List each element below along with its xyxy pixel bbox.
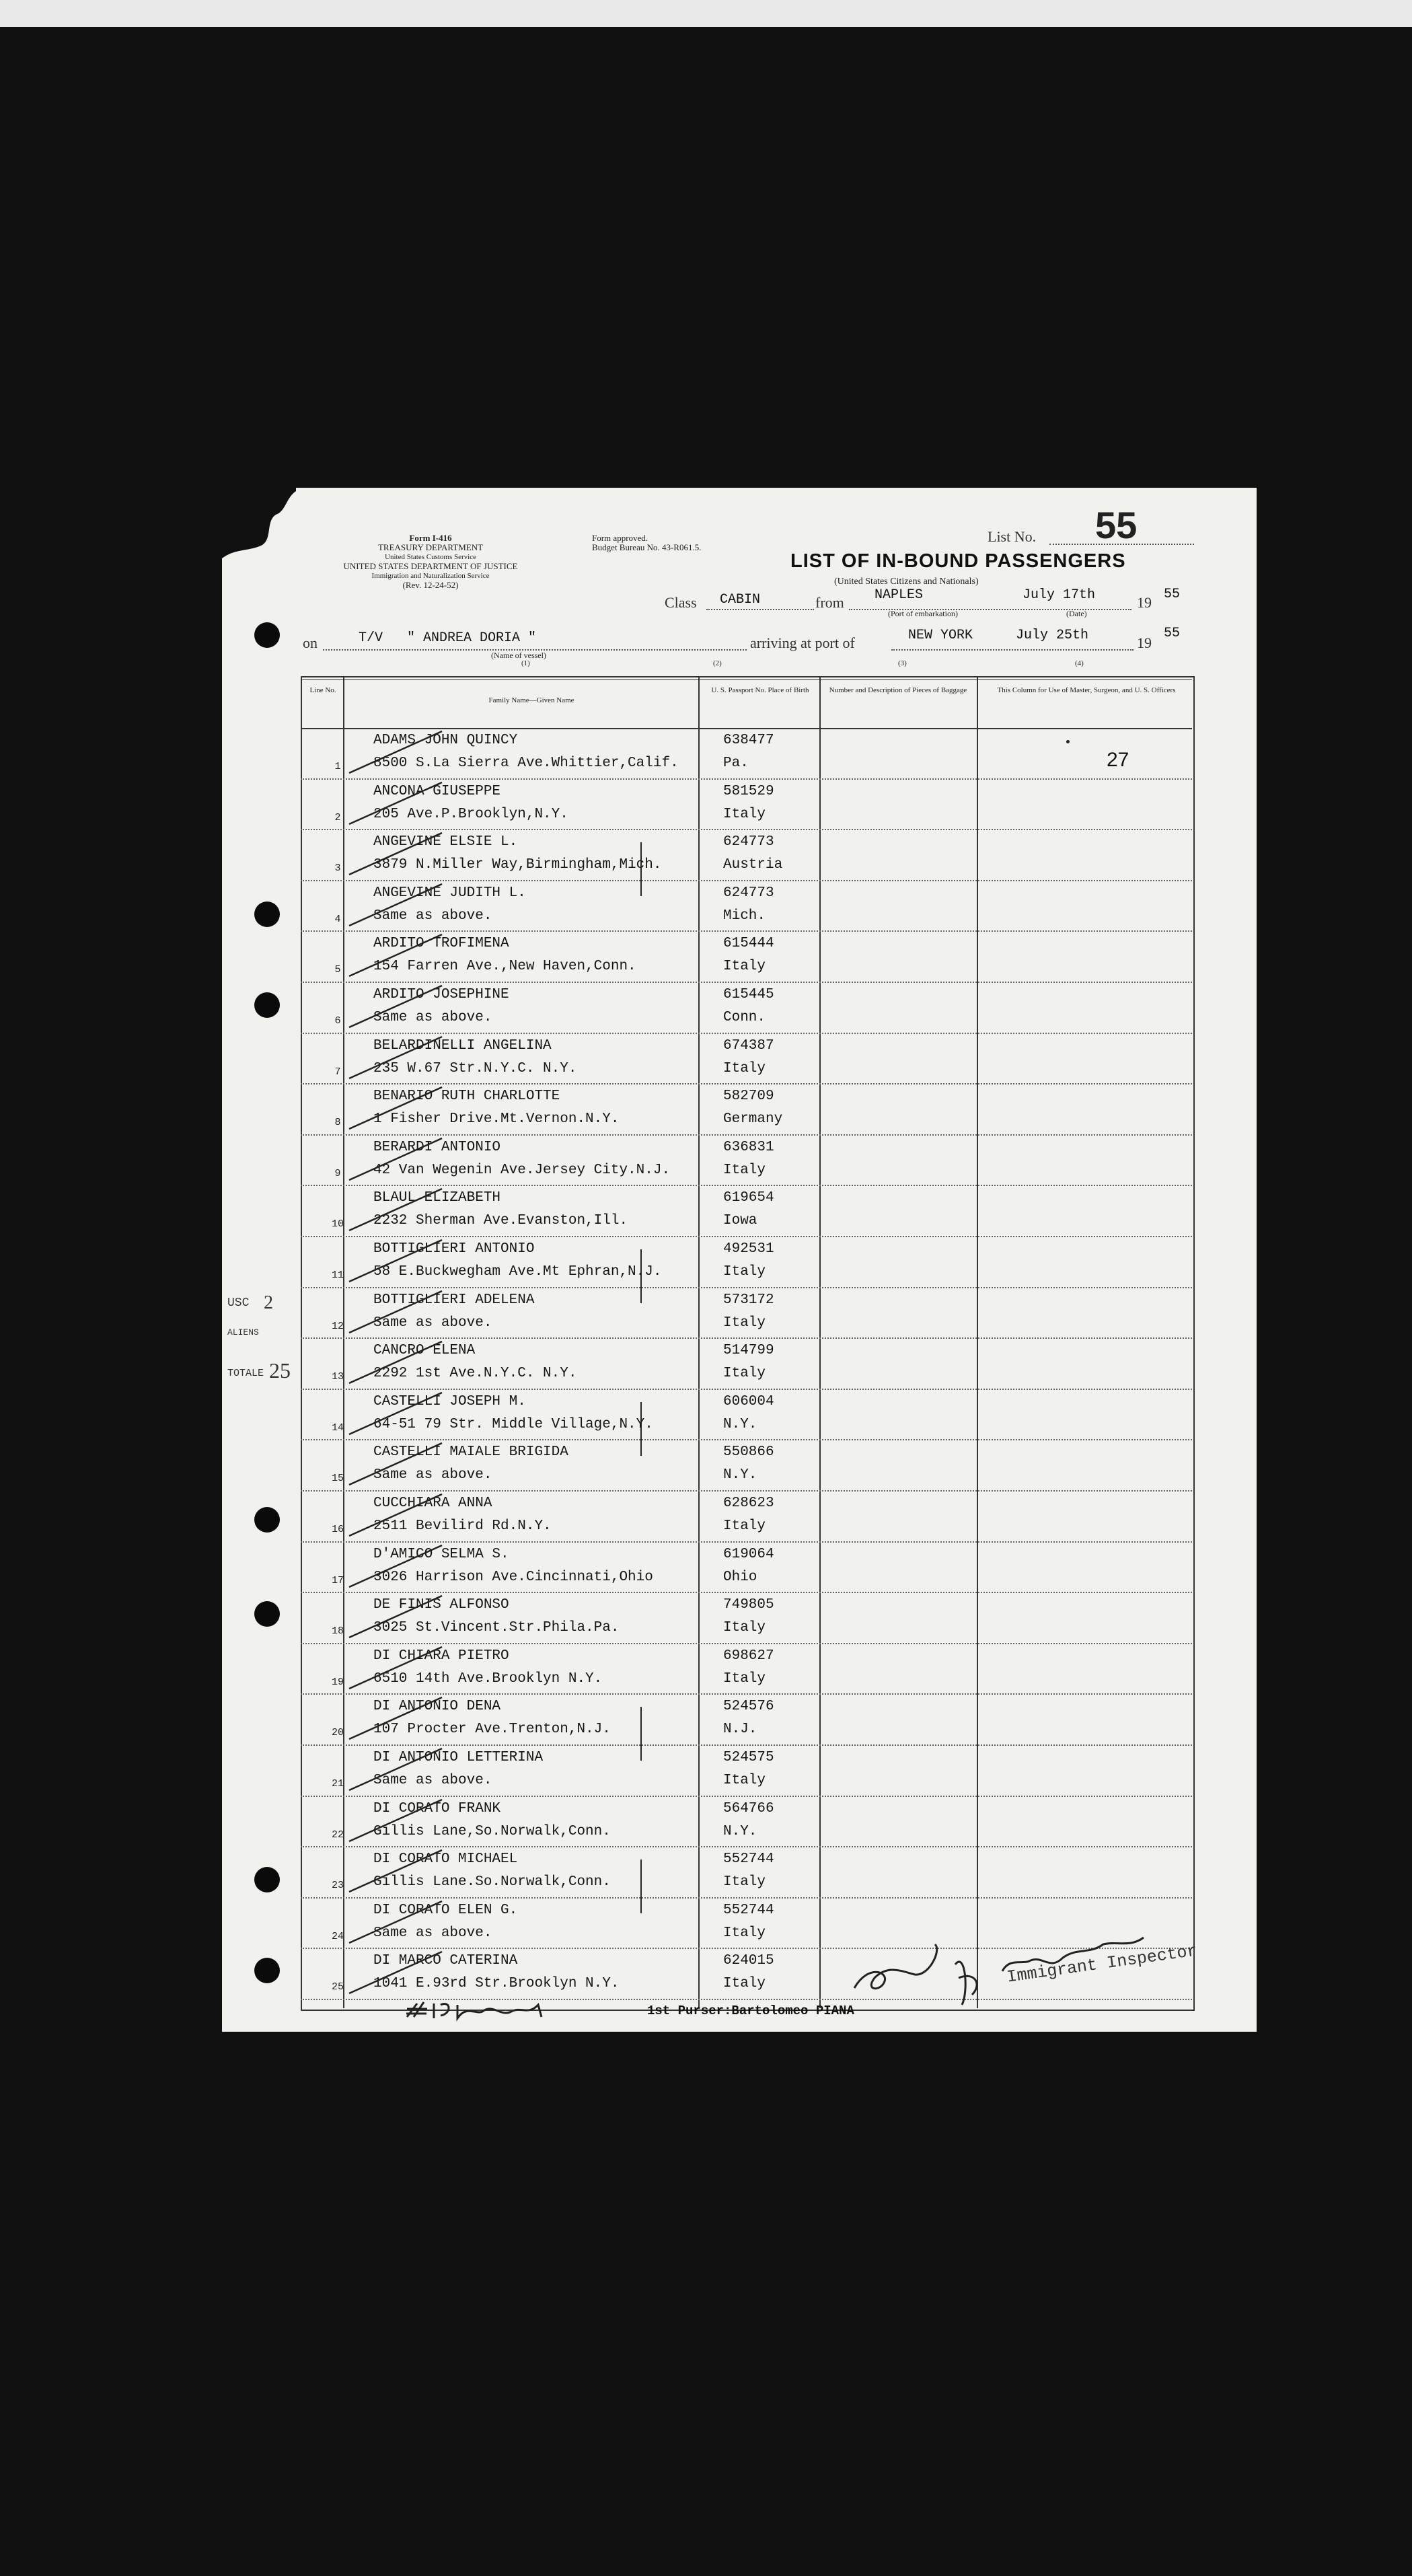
- budget-bureau: Budget Bureau No. 43-R061.5.: [592, 542, 702, 552]
- port-line: [891, 649, 1134, 651]
- passenger-address: Same as above.: [373, 908, 492, 924]
- place-of-birth: Mich.: [723, 908, 766, 924]
- passport-number: 564766: [723, 1800, 774, 1816]
- table-row: [301, 1440, 1192, 1492]
- line-number: 6: [334, 1015, 341, 1027]
- check-mark: [341, 1288, 449, 1335]
- passenger-name: BOTTIGLIERI ANTONIO: [373, 1241, 535, 1257]
- check-mark: [341, 1084, 449, 1132]
- line-number: 11: [331, 1269, 344, 1281]
- passenger-address: Same as above.: [373, 1925, 492, 1941]
- place-of-birth: Italy: [723, 1366, 766, 1382]
- line-number: 20: [331, 1727, 344, 1739]
- passport-number: 615444: [723, 936, 774, 952]
- punch-hole: [254, 1958, 280, 1983]
- place-of-birth: Italy: [723, 1773, 766, 1788]
- passport-number: 524576: [723, 1699, 774, 1715]
- aliens-label: ALIENS: [227, 1327, 259, 1337]
- line-number: 9: [334, 1167, 341, 1179]
- passenger-name: DI CHIARA PIETRO: [373, 1648, 509, 1664]
- passenger-name: DE FINIS ALFONSO: [373, 1597, 509, 1613]
- passport-number: 514799: [723, 1343, 774, 1359]
- table-row: [301, 729, 1192, 780]
- passport-number: 581529: [723, 783, 774, 799]
- class-label: Class: [665, 594, 697, 611]
- passenger-address: 6510 14th Ave.Brooklyn N.Y.: [373, 1670, 603, 1687]
- vessel-caption: (Name of vessel): [491, 651, 546, 660]
- place-of-birth: Ohio: [723, 1569, 757, 1585]
- passport-number: 638477: [723, 733, 774, 748]
- check-mark: [341, 1543, 449, 1590]
- place-of-birth: Germany: [723, 1111, 783, 1128]
- line-number: 1: [334, 761, 341, 772]
- side-tally-tab: [222, 1288, 303, 1406]
- place-of-birth: Italy: [723, 1315, 766, 1331]
- table-row: [301, 1593, 1192, 1644]
- passenger-address: Gillis Lane.So.Norwalk,Conn.: [373, 1874, 611, 1890]
- check-mark: [341, 1695, 449, 1742]
- passport-number: 615445: [723, 987, 774, 1002]
- place-of-birth: Pa.: [723, 756, 749, 771]
- form-id-block: [309, 533, 552, 590]
- place-of-birth: Italy: [723, 1620, 766, 1636]
- place-of-birth: N.Y.: [723, 1416, 757, 1432]
- table-row: [301, 983, 1192, 1034]
- check-mark: [341, 1949, 449, 1996]
- embark-port: NAPLES: [875, 587, 924, 603]
- arrival-year: 55: [1164, 626, 1181, 641]
- justice-dept: UNITED STATES DEPARTMENT OF JUSTICE: [343, 561, 518, 571]
- passenger-address: 42 Van Wegenin Ave.Jersey City.N.J.: [373, 1162, 671, 1178]
- check-mark: [341, 1746, 449, 1793]
- table-row: [301, 1390, 1192, 1441]
- punch-hole: [254, 992, 280, 1018]
- place-of-birth: Italy: [723, 1162, 766, 1178]
- passenger-address: 58 E.Buckwegham Ave.Mt Ephran,N.J.: [373, 1264, 662, 1280]
- line-number: 2: [334, 811, 341, 823]
- place-of-birth: Italy: [723, 1874, 766, 1890]
- table-row: [301, 932, 1192, 983]
- place-of-birth: Iowa: [723, 1213, 757, 1229]
- caption-1: (1): [521, 659, 530, 667]
- line-number: 17: [331, 1574, 344, 1586]
- passenger-address: 2232 Sherman Ave.Evanston,Ill.: [373, 1213, 628, 1229]
- caption-3: (3): [898, 659, 907, 667]
- table-row: [301, 1644, 1192, 1695]
- check-mark: [341, 1339, 449, 1386]
- punch-hole: [254, 1507, 280, 1533]
- passenger-name: ADAMS JOHN QUINCY: [373, 733, 518, 748]
- place-of-birth: N.Y.: [723, 1467, 757, 1483]
- punch-hole: [254, 622, 280, 648]
- line-number: 23: [331, 1880, 344, 1892]
- embark-year-prefix: 19: [1137, 594, 1152, 611]
- passenger-address: Same as above.: [373, 1010, 492, 1025]
- passenger-address: 2292 1st Ave.N.Y.C. N.Y.: [373, 1366, 577, 1382]
- passport-number: 749805: [723, 1597, 774, 1613]
- from-label: from: [815, 594, 844, 611]
- check-mark: [341, 1136, 449, 1183]
- table-row: [301, 780, 1192, 831]
- page-subtitle: (United States Citizens and Nationals): [834, 577, 979, 587]
- customs-service: United States Customs Service: [385, 553, 476, 561]
- passport-number: 619654: [723, 1190, 774, 1206]
- table-row: [301, 1746, 1192, 1797]
- passenger-name: DI ANTONIO LETTERINA: [373, 1750, 544, 1765]
- check-mark: [341, 830, 449, 877]
- table-row: [301, 881, 1192, 932]
- col-head-passport: U. S. Passport No. Place of Birth: [711, 686, 809, 694]
- caption-2: (2): [713, 659, 722, 667]
- arrival-year-prefix: 19: [1137, 634, 1152, 651]
- purser-signature-line: 1st Purser:Bartolomeo PIANA: [647, 2003, 854, 2018]
- class-line: [706, 609, 814, 610]
- line-number: 10: [331, 1218, 344, 1230]
- arrival-port: NEW YORK: [908, 628, 973, 643]
- date-caption: (Date): [1066, 609, 1087, 618]
- torn-corner: [222, 484, 296, 558]
- table-row: [301, 1339, 1192, 1390]
- place-of-birth: Italy: [723, 1060, 766, 1076]
- passenger-name: ARDITO JOSEPHINE: [373, 987, 509, 1002]
- table-row: [301, 1237, 1192, 1288]
- totale-value: 25: [269, 1358, 291, 1383]
- place-of-birth: Italy: [723, 1925, 766, 1941]
- line-number: 4: [334, 913, 341, 925]
- passenger-name: DI CORATO ELEN G.: [373, 1902, 518, 1918]
- check-mark: [341, 1797, 449, 1844]
- on-label: on: [303, 634, 318, 651]
- check-mark: [341, 1847, 449, 1894]
- totale-label: TOTALE: [227, 1368, 264, 1379]
- passenger-address: 8500 S.La Sierra Ave.Whittier,Calif.: [373, 756, 679, 771]
- passenger-address: 3879 N.Miller Way,Birmingham,Mich.: [373, 857, 662, 873]
- passport-number: 606004: [723, 1393, 774, 1409]
- passenger-name: ARDITO TROFIMENA: [373, 936, 509, 952]
- passenger-name: BENARIO RUTH CHARLOTTE: [373, 1089, 560, 1105]
- place-of-birth: Italy: [723, 1264, 766, 1280]
- check-mark: [341, 1390, 449, 1437]
- passport-number: 492531: [723, 1241, 774, 1257]
- passenger-address: 235 W.67 Str.N.Y.C. N.Y.: [373, 1060, 577, 1076]
- arriving-label: arriving at port of: [750, 634, 855, 651]
- embark-caption: (Port of embarkation): [888, 609, 958, 618]
- embark-year: 55: [1164, 587, 1181, 602]
- col-head-name: Family Name—Given Name: [488, 696, 574, 704]
- line-number: 12: [331, 1320, 344, 1332]
- passenger-address: 1 Fisher Drive.Mt.Vernon.N.Y.: [373, 1111, 620, 1128]
- passenger-address: Gillis Lane,So.Norwalk,Conn.: [373, 1823, 611, 1839]
- list-no-value: 55: [1095, 504, 1138, 546]
- passenger-address: 2511 Bevilird Rd.N.Y.: [373, 1518, 552, 1534]
- passenger-name: ANCONA GIUSEPPE: [373, 783, 501, 799]
- passenger-address: Same as above.: [373, 1773, 492, 1788]
- check-mark: [341, 932, 449, 979]
- class-value: CABIN: [720, 592, 761, 608]
- check-mark: [341, 1186, 449, 1233]
- check-mark: [341, 1899, 449, 1946]
- check-mark: [341, 881, 449, 928]
- table-row: [301, 1186, 1192, 1237]
- place-of-birth: Italy: [723, 806, 766, 822]
- line-number: 13: [331, 1371, 344, 1383]
- table-row: [301, 830, 1192, 881]
- vessel-name: T/V " ANDREA DORIA ": [359, 630, 537, 646]
- line-number: 7: [334, 1066, 341, 1078]
- col-head-officers: This Column for Use of Master, Surgeon, and U. S. Officers: [997, 686, 1176, 694]
- table-row: [301, 1543, 1192, 1594]
- place-of-birth: Austria: [723, 857, 783, 873]
- passport-number: 524575: [723, 1750, 774, 1765]
- passenger-name: CUCCHIARA ANNA: [373, 1496, 492, 1511]
- passenger-address: Same as above.: [373, 1315, 492, 1331]
- passport-number: 552744: [723, 1851, 774, 1868]
- passenger-name: BLAUL ELIZABETH: [373, 1190, 501, 1206]
- passenger-address: 107 Procter Ave.Trenton,N.J.: [373, 1722, 611, 1738]
- place-of-birth: Conn.: [723, 1010, 766, 1025]
- table-row: [301, 1492, 1192, 1543]
- passenger-name: DI CORATO FRANK: [373, 1800, 501, 1816]
- check-mark: [341, 1237, 449, 1284]
- line-number: 18: [331, 1625, 344, 1637]
- passenger-name: DI CORATO MICHAEL: [373, 1851, 518, 1868]
- check-mark: [341, 1034, 449, 1081]
- check-mark: [341, 1492, 449, 1539]
- passenger-name: CASTELLI MAIALE BRIGIDA: [373, 1444, 568, 1461]
- check-mark: [341, 1440, 449, 1487]
- caption-4: (4): [1075, 659, 1084, 667]
- line-number: 22: [331, 1829, 344, 1841]
- passport-number: 624773: [723, 834, 774, 850]
- revision: (Rev. 12-24-52): [402, 580, 459, 590]
- officer-count: 27: [1107, 749, 1129, 771]
- table-row: [301, 1847, 1192, 1899]
- passport-number: 552744: [723, 1902, 774, 1918]
- place-of-birth: N.Y.: [723, 1823, 757, 1839]
- form-approved: Form approved.: [592, 533, 648, 543]
- passenger-address: 205 Ave.P.Brooklyn,N.Y.: [373, 806, 568, 822]
- punch-hole: [254, 1867, 280, 1892]
- approval-block: [592, 533, 701, 552]
- embark-date: July 17th: [1023, 587, 1096, 603]
- col-head-baggage: Number and Description of Pieces of Baggage: [829, 686, 967, 694]
- form-number: Form I-416: [409, 533, 452, 543]
- passenger-name: DI MARCO CATERINA: [373, 1953, 518, 1969]
- line-number: 19: [331, 1676, 344, 1688]
- page-title: LIST OF IN-BOUND PASSENGERS: [790, 550, 1126, 572]
- punch-hole: [254, 901, 280, 927]
- table-row: [301, 1695, 1192, 1746]
- passenger-address: 64-51 79 Str. Middle Village,N.Y.: [373, 1416, 653, 1432]
- passport-number: 674387: [723, 1037, 774, 1054]
- passport-number: 628623: [723, 1496, 774, 1511]
- line-number: 8: [334, 1117, 341, 1129]
- passenger-address: 3025 St.Vincent.Str.Phila.Pa.: [373, 1620, 620, 1636]
- passenger-address: 1041 E.93rd Str.Brooklyn N.Y.: [373, 1976, 620, 1992]
- passenger-address: 154 Farren Ave.,New Haven,Conn.: [373, 959, 636, 975]
- arrival-date: July 25th: [1016, 628, 1089, 643]
- passenger-name: CASTELLI JOSEPH M.: [373, 1393, 526, 1409]
- passport-number: 619064: [723, 1546, 774, 1562]
- place-of-birth: Italy: [723, 1670, 766, 1687]
- passenger-name: BERARDI ANTONIO: [373, 1139, 501, 1155]
- line-number: 14: [331, 1422, 344, 1434]
- table-row: [301, 1034, 1192, 1085]
- passenger-name: DI ANTONIO DENA: [373, 1699, 501, 1715]
- usc-value: 2: [264, 1292, 273, 1313]
- col-head-line: Line No.: [309, 686, 336, 694]
- place-of-birth: Italy: [723, 959, 766, 975]
- list-no-label: List No.: [988, 528, 1037, 545]
- ins-service: Immigration and Naturalization Service: [371, 572, 490, 580]
- check-mark: [341, 780, 449, 827]
- passport-number: 624773: [723, 885, 774, 901]
- inspector-stamp: Immigrant Inspector: [1006, 1941, 1199, 1987]
- passport-number: 624015: [723, 1953, 774, 1969]
- place-of-birth: Italy: [723, 1976, 766, 1992]
- line-number: 21: [331, 1778, 344, 1790]
- passenger-name: D'AMICO SELMA S.: [373, 1546, 509, 1562]
- punch-hole: [254, 1601, 280, 1627]
- passenger-name: CANCRO ELENA: [373, 1343, 476, 1359]
- line-number: 24: [331, 1930, 344, 1942]
- check-mark: [341, 1644, 449, 1691]
- line-number: 15: [331, 1473, 344, 1485]
- header-top-line: [301, 679, 1192, 680]
- line-number: 16: [331, 1524, 344, 1535]
- passenger-name: BELARDINELLI ANGELINA: [373, 1037, 552, 1054]
- passenger-address: 3026 Harrison Ave.Cincinnati,Ohio: [373, 1569, 653, 1585]
- table-row: [301, 1084, 1192, 1136]
- passenger-name: BOTTIGLIERI ADELENA: [373, 1292, 535, 1308]
- table-row: [301, 1288, 1192, 1339]
- place-of-birth: Italy: [723, 1518, 766, 1534]
- ink-dot: [1066, 740, 1070, 743]
- passport-number: 582709: [723, 1089, 774, 1105]
- table-row: [301, 1797, 1192, 1848]
- passport-number: 698627: [723, 1648, 774, 1664]
- passport-number: 636831: [723, 1139, 774, 1155]
- line-number: 25: [331, 1981, 344, 1993]
- passenger-address: Same as above.: [373, 1467, 492, 1483]
- line-number: 5: [334, 964, 341, 976]
- passenger-name: ANGEVINE ELSIE L.: [373, 834, 518, 850]
- check-mark: [341, 1593, 449, 1640]
- treasury-dept: TREASURY DEPARTMENT: [377, 542, 484, 552]
- usc-label: USC: [227, 1296, 250, 1310]
- check-mark: [341, 729, 449, 776]
- place-of-birth: N.J.: [723, 1722, 757, 1738]
- passport-number: 550866: [723, 1444, 774, 1461]
- bottom-handwriting: [404, 1997, 558, 2027]
- check-mark: [341, 983, 449, 1030]
- table-row: [301, 1136, 1192, 1187]
- passenger-name: ANGEVINE JUDITH L.: [373, 885, 526, 901]
- passport-number: 573172: [723, 1292, 774, 1308]
- line-number: 3: [334, 862, 341, 875]
